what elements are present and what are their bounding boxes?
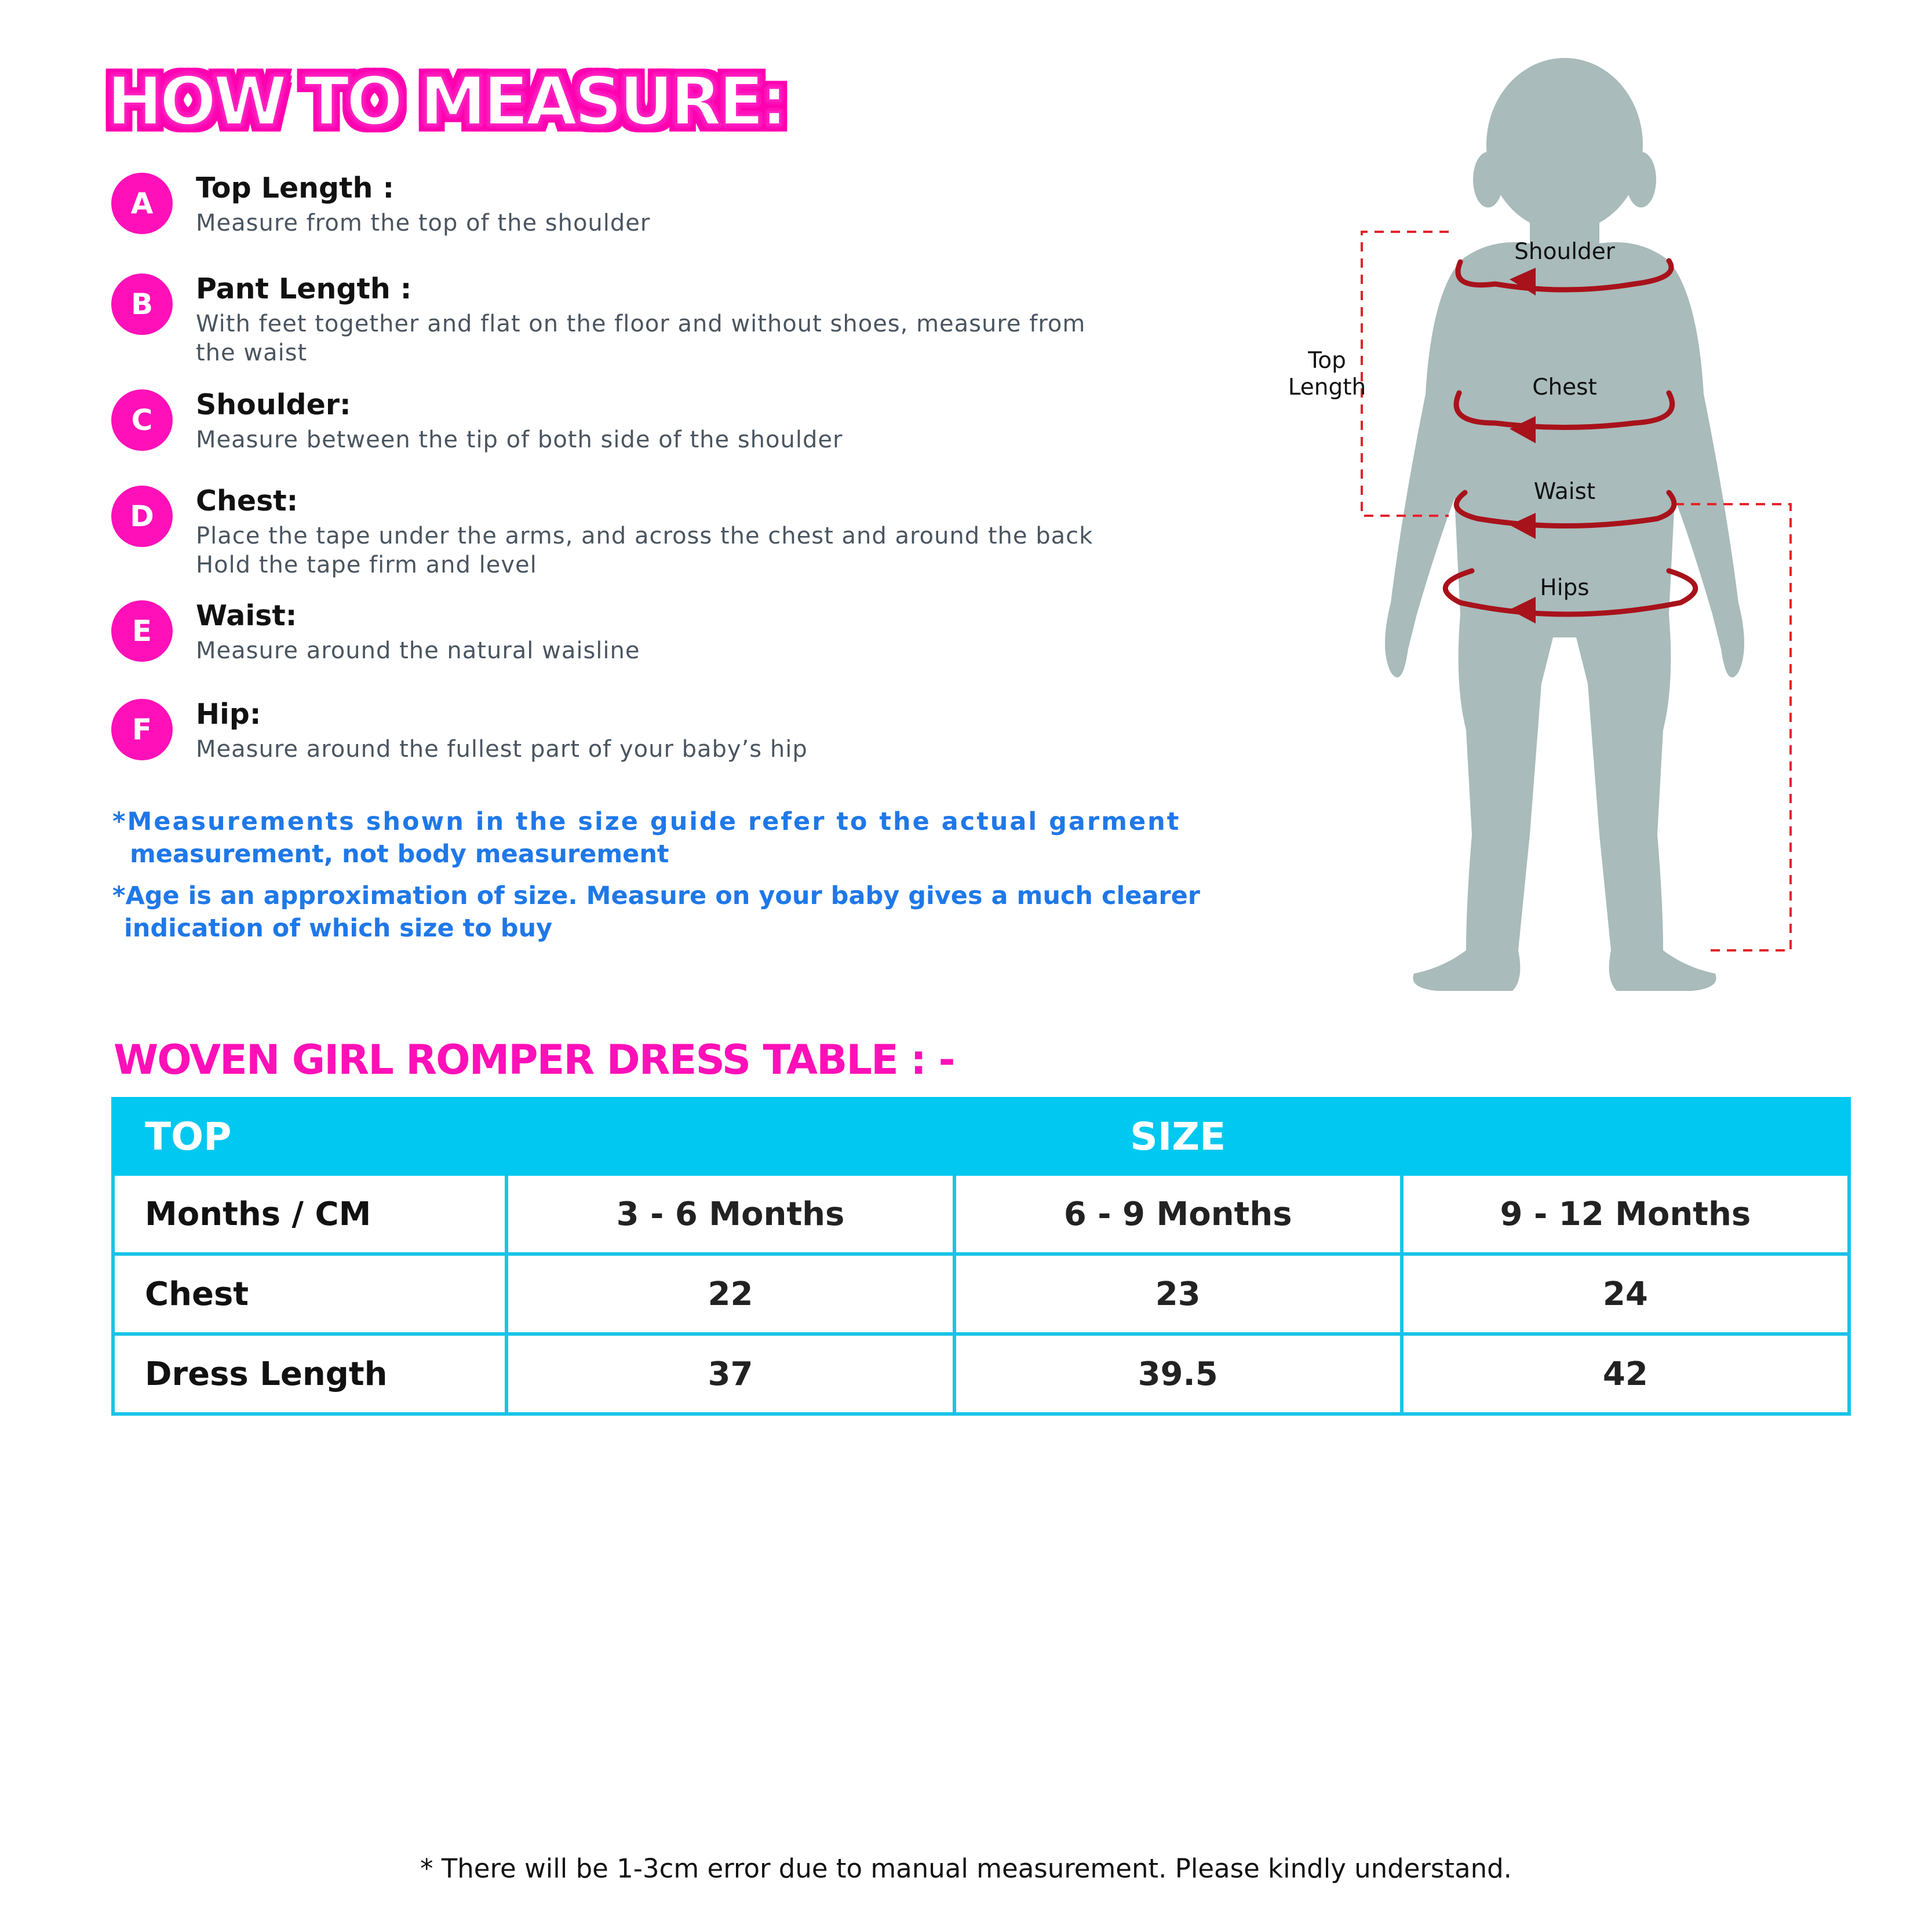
column-header: 9 - 12 Months — [1402, 1174, 1849, 1254]
baby-measurement-figure — [1217, 46, 1831, 1020]
measure-desc — [196, 309, 1222, 367]
badge-d: D — [111, 486, 173, 547]
measure-desc-line: Measure around the fullest part of your baby’s hip — [196, 736, 808, 763]
header-size: SIZE — [506, 1099, 1849, 1174]
measure-desc — [196, 636, 1222, 665]
table-header-row — [113, 1099, 1849, 1174]
table-cell: 39.5 — [954, 1334, 1402, 1414]
label-top-length-line1: Top — [1308, 348, 1346, 374]
measure-desc-line: Measure between the tip of both side of the shoulder — [196, 427, 843, 453]
column-header: 6 - 9 Months — [954, 1174, 1402, 1254]
measure-desc-line: Measure around the natural waisline — [196, 637, 640, 664]
table-cell: 24 — [1402, 1254, 1849, 1334]
table-cell: 22 — [506, 1254, 954, 1334]
measure-desc-line: Measure from the top of the shoulder — [196, 210, 651, 236]
measure-desc — [196, 735, 1222, 764]
measure-title: Top Length : — [196, 172, 395, 205]
row-label: Chest — [113, 1254, 506, 1334]
header-top: TOP — [113, 1099, 506, 1174]
label-top-length — [1269, 348, 1385, 401]
page-title: HOW TO MEASURE: — [107, 63, 785, 141]
column-header: 3 - 6 Months — [506, 1174, 954, 1254]
table-cell: 42 — [1402, 1334, 1849, 1414]
table-cell: 23 — [954, 1254, 1402, 1334]
measure-desc-line: Place the tape under the arms, and across the chest and around the back — [196, 523, 1093, 549]
note-line: *Age is an approximation of size. Measure on your baby gives a much clearer — [112, 881, 1200, 910]
measure-desc — [196, 209, 1222, 238]
note-line: measurement, not body measurement — [130, 840, 669, 869]
row-label: Dress Length — [113, 1334, 506, 1414]
label-top-length-line2: Length — [1288, 374, 1366, 400]
table-row-dress-length — [113, 1334, 1849, 1414]
note-garment-measurement — [112, 805, 1180, 870]
badge-e: E — [111, 600, 173, 662]
badge-a: A — [111, 173, 173, 234]
measure-desc-line: Hold the tape firm and level — [196, 552, 537, 578]
note-age-approximation — [112, 880, 1200, 945]
measure-desc — [196, 522, 1222, 579]
label-waist: Waist — [1533, 479, 1596, 505]
table-row-chest — [113, 1254, 1849, 1334]
table-cell: 37 — [506, 1334, 954, 1414]
measure-desc-line: With feet together and flat on the floor and without shoes, measure from — [196, 311, 1086, 337]
measure-title: Hip: — [196, 698, 261, 731]
label-chest: Chest — [1532, 374, 1597, 400]
measure-desc-line: the waist — [196, 340, 308, 366]
size-table — [111, 1097, 1851, 1416]
badge-f: F — [111, 699, 173, 760]
measure-title: Pant Length : — [196, 272, 412, 305]
measure-title: Shoulder: — [196, 388, 351, 421]
note-line: *Measurements shown in the size guide refer to the actual garment — [112, 807, 1181, 836]
badge-b: B — [111, 274, 173, 335]
footnote: * There will be 1-3cm error due to manual measurement. Please kindly understand. — [420, 1853, 1512, 1884]
measure-title: Chest: — [196, 484, 298, 517]
label-shoulder: Shoulder — [1514, 239, 1615, 265]
label-hips: Hips — [1540, 575, 1590, 601]
row-label: Months / CM — [113, 1174, 506, 1254]
measure-title: Waist: — [196, 599, 297, 632]
note-line: indication of which size to buy — [124, 914, 553, 943]
table-row-months — [113, 1174, 1849, 1254]
badge-c: C — [111, 389, 173, 451]
measure-desc — [196, 425, 1222, 454]
table-title: WOVEN GIRL ROMPER DRESS TABLE : - — [114, 1036, 954, 1084]
baby-silhouette — [1217, 46, 1831, 1020]
